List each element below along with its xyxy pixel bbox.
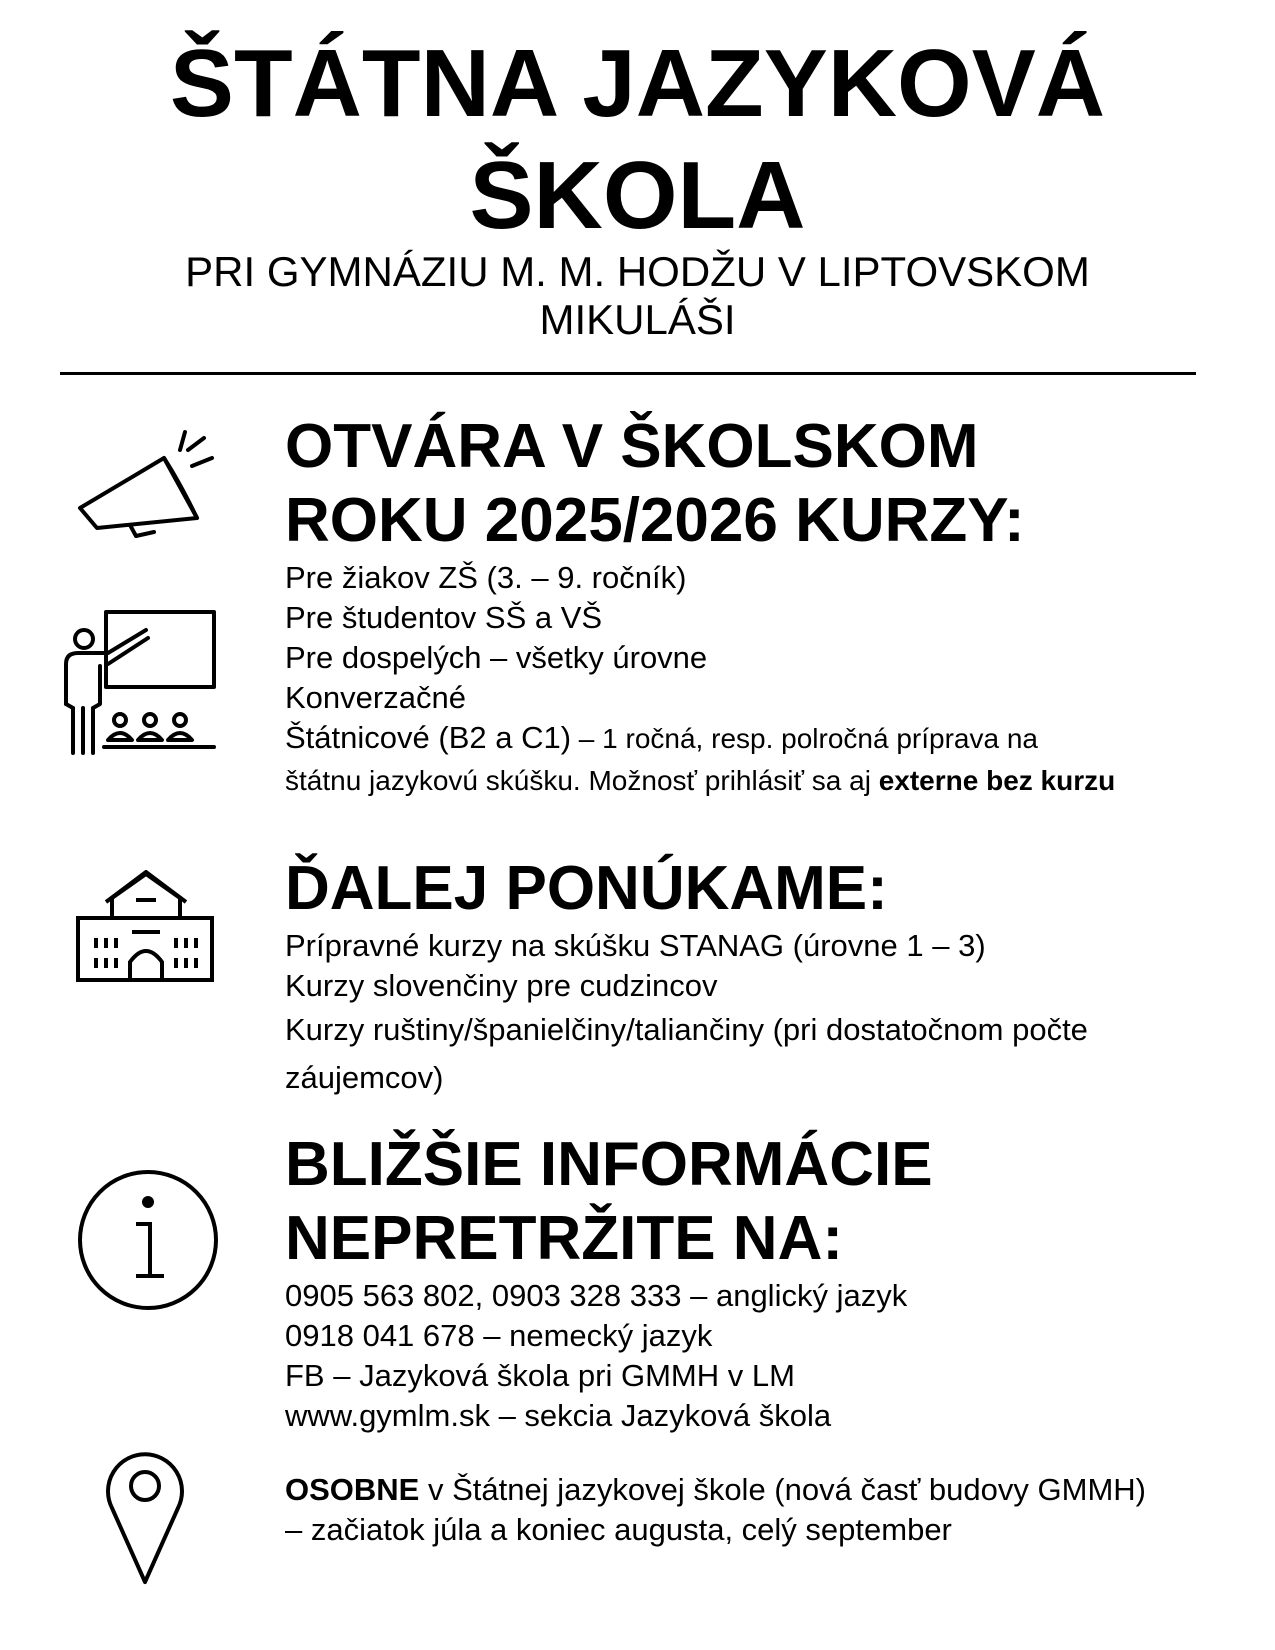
school-building-icon [76,870,216,982]
list-item: Prípravné kurzy na skúšku STANAG (úrovne 1 – 3) [285,928,986,963]
courses-section [285,410,1225,803]
megaphone-icon [72,428,222,538]
offers-heading: ĎALEJ PONÚKAME: [285,854,888,923]
location-pin-icon [104,1446,186,1586]
page-title [0,28,1275,252]
courses-heading-line-1: OTVÁRA V ŠKOLSKOM [285,412,979,481]
in-person-section [285,1470,1165,1550]
state-exam-item [285,718,1225,759]
list-item: Kurzy ruštiny/španielčiny/taliančiny (pri dostatočnom počte záujemcov) [285,1012,1088,1095]
info-heading-line-2: NEPRETRŽITE NA: [285,1204,843,1273]
subtitle-line-1: PRI GYMNÁZIU M. M. HODŽU V LIPTOVSKOM [185,248,1090,295]
info-section [285,1128,1225,1436]
contact-item: 0918 041 678 – nemecký jazyk [285,1318,713,1353]
contact-item: 0905 563 802, 0903 328 333 – anglický jazyk [285,1278,908,1313]
offers-section [285,852,1225,1102]
title-line-2: ŠKOLA [469,142,806,249]
state-exam-label: Štátnicové (B2 a C1) [285,720,572,755]
courses-heading-line-2: ROKU 2025/2026 KURZY: [285,486,1025,555]
info-icon [76,1168,220,1312]
subtitle-line-2: MIKULÁŠI [539,296,736,343]
list-item: Pre dospelých – všetky úrovne [285,640,708,675]
courses-heading [285,410,1225,558]
state-exam-emphasis: externe bez kurzu [878,765,1116,796]
state-exam-note-2: štátnu jazykovú skúšku. Možnosť prihlásiť sa aj [285,765,879,796]
list-item: Konverzačné [285,680,466,715]
title-line-1: ŠTÁTNA JAZYKOVÁ [169,30,1106,137]
list-item: Pre žiakov ZŠ (3. – 9. ročník) [285,560,687,595]
state-exam-note-line [285,759,1225,803]
list-item: Pre študentov SŠ a VŠ [285,600,603,635]
in-person-text: v Štátnej jazykovej škole (nová časť budovy GMMH) – začiatok júla a koniec augusta, celý september [285,1472,1146,1547]
list-item: Kurzy slovenčiny pre cudzincov [285,968,718,1003]
teacher-classroom-icon [58,608,218,758]
info-heading [285,1128,1225,1276]
header-divider [60,372,1196,375]
page-subtitle [0,248,1275,344]
info-heading-line-1: BLIŽŠIE INFORMÁCIE [285,1130,933,1199]
state-exam-note-1: – 1 ročná, resp. polročná príprava na [571,723,1038,754]
contact-item: www.gymlm.sk – sekcia Jazyková škola [285,1398,832,1433]
contact-item: FB – Jazyková škola pri GMMH v LM [285,1358,795,1393]
in-person-bold-word: OSOBNE [285,1472,420,1507]
